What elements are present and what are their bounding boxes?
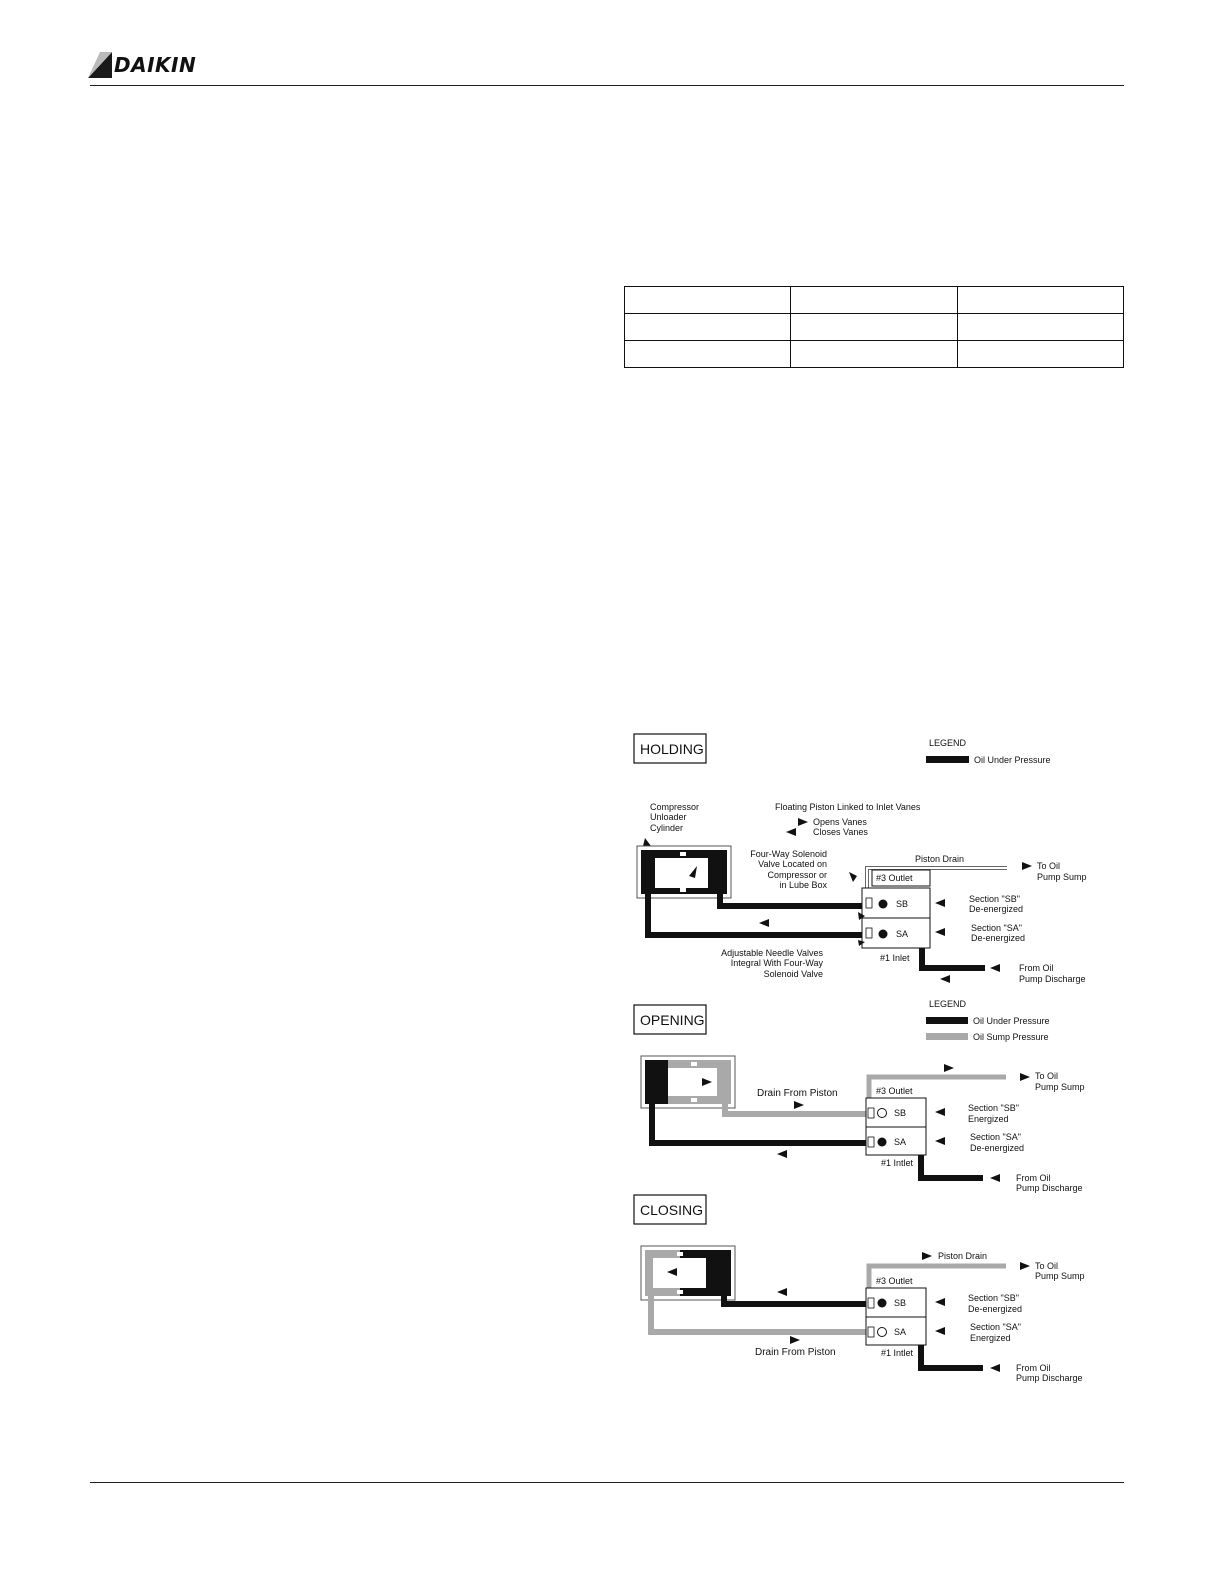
- opening-line-sa: [652, 1104, 870, 1143]
- holding-section-sa-2: De-energized: [971, 933, 1026, 943]
- port-bottom: [677, 1290, 683, 1294]
- brand-name: DAIKIN: [114, 53, 197, 77]
- closing-inlet-label: #1 Intlet: [881, 1348, 914, 1358]
- flow-arrow-icon: [759, 919, 769, 927]
- holding-inlet-label: #1 Inlet: [880, 953, 910, 963]
- opening-to-oil-2: Pump Sump: [1035, 1082, 1085, 1092]
- opening-drain-label: Drain From Piston: [757, 1088, 838, 1099]
- pointer-arrow-icon: [643, 838, 651, 846]
- piston-chamber: [653, 1258, 706, 1288]
- flow-arrow-icon: [777, 1288, 787, 1296]
- holding-to-oil-2: Pump Sump: [1037, 872, 1087, 882]
- port-bottom: [691, 1098, 697, 1102]
- discharge-arrow-icon: [990, 1364, 1000, 1372]
- closing-mode-label: CLOSING: [640, 1202, 704, 1218]
- piston-drain-label: Piston Drain: [915, 854, 965, 864]
- table-row: [625, 314, 1124, 341]
- holding-line-sa: [648, 894, 870, 935]
- holding-from-oil-1: From Oil: [1019, 963, 1054, 973]
- legend-pressure-swatch: [926, 1017, 968, 1024]
- needle-label-3: Solenoid Valve: [763, 969, 823, 979]
- needle-label-1: Adjustable Needle Valves: [721, 948, 823, 958]
- closing-panel: [634, 1195, 1085, 1383]
- closing-from-oil-1: From Oil: [1016, 1363, 1051, 1373]
- sb-valve-icon: [878, 1299, 887, 1308]
- section-arrow-icon: [935, 1298, 945, 1306]
- holding-from-oil-2: Pump Discharge: [1019, 974, 1086, 984]
- opening-section-sa-1: Section "SA": [970, 1132, 1021, 1142]
- table-cell: [791, 287, 957, 314]
- holding-sb-label: SB: [896, 899, 909, 909]
- closing-sa-label: SA: [894, 1327, 907, 1337]
- port-top: [680, 852, 686, 856]
- closing-discharge-line: [921, 1345, 983, 1368]
- footer-divider: [90, 1482, 1124, 1483]
- closing-section-sb-1: Section "SB": [968, 1293, 1019, 1303]
- solenoid-label-3: Compressor or: [767, 870, 827, 880]
- closing-drain-label: Drain From Piston: [755, 1347, 836, 1358]
- table-cell: [957, 314, 1123, 341]
- section-arrow-icon: [935, 1108, 945, 1116]
- solenoid-label-1: Four-Way Solenoid: [750, 849, 827, 859]
- opening-inlet-label: #1 Intlet: [881, 1158, 914, 1168]
- sb-valve-icon: [879, 900, 888, 909]
- legend-pressure-swatch: [926, 756, 969, 763]
- table-cell: [957, 287, 1123, 314]
- opening-from-oil-2: Pump Discharge: [1016, 1183, 1083, 1193]
- spec-table: [624, 286, 1124, 368]
- closing-section-sa-2: Energized: [970, 1333, 1011, 1343]
- holding-section-sb-1: Section "SB": [969, 894, 1020, 904]
- holding-discharge-line: [922, 948, 985, 968]
- holding-section-sb-2: De-energized: [969, 904, 1024, 914]
- port-top: [677, 1252, 683, 1256]
- closes-vanes-label: Closes Vanes: [813, 827, 868, 837]
- opening-panel: [634, 999, 1085, 1193]
- opening-legend-pressure: Oil Under Pressure: [973, 1016, 1050, 1026]
- opening-to-oil-1: To Oil: [1035, 1071, 1059, 1081]
- table-cell: [957, 341, 1123, 368]
- holding-sa-label: SA: [896, 929, 909, 939]
- unloader-diagram: [600, 720, 1120, 1410]
- closing-section-sa-1: Section "SA": [970, 1322, 1021, 1332]
- compressor-label-2: Unloader: [650, 812, 687, 822]
- opening-section-sb-1: Section "SB": [968, 1103, 1019, 1113]
- holding-panel: [634, 734, 1087, 984]
- opening-sa-label: SA: [894, 1137, 907, 1147]
- table-cell: [791, 314, 957, 341]
- sa-valve-icon: [879, 930, 888, 939]
- table-cell: [625, 287, 791, 314]
- closing-outlet-label: #3 Outlet: [876, 1276, 913, 1286]
- sa-valve-icon: [878, 1328, 887, 1337]
- solenoid-label-2: Valve Located on: [758, 859, 827, 869]
- opening-section-sb-2: Energized: [968, 1114, 1009, 1124]
- drain-arrow-icon: [1022, 862, 1032, 870]
- needle-label-2: Integral With Four-Way: [730, 958, 823, 968]
- closing-piston-drain-label: Piston Drain: [938, 1251, 988, 1261]
- discharge-arrow-icon: [990, 964, 1000, 972]
- opens-arrow-icon: [798, 818, 808, 826]
- holding-to-oil-1: To Oil: [1037, 861, 1061, 871]
- opening-legend-title: LEGEND: [929, 999, 967, 1009]
- table-row: [625, 287, 1124, 314]
- port-top: [691, 1062, 697, 1066]
- opening-legend-sump: Oil Sump Pressure: [973, 1032, 1049, 1042]
- solenoid-label-4: in Lube Box: [779, 880, 827, 890]
- opens-vanes-label: Opens Vanes: [813, 817, 867, 827]
- holding-legend-title: LEGEND: [929, 738, 967, 748]
- holding-section-sa-1: Section "SA": [971, 923, 1022, 933]
- drain-arrow-icon: [1020, 1262, 1030, 1270]
- holding-line-sb: [720, 894, 870, 906]
- closing-to-oil-1: To Oil: [1035, 1261, 1059, 1271]
- closing-line-sb: [724, 1296, 870, 1304]
- closing-to-oil-2: Pump Sump: [1035, 1271, 1085, 1281]
- section-arrow-icon: [935, 899, 945, 907]
- flow-arrow-icon: [777, 1150, 787, 1158]
- compressor-label-1: Compressor: [650, 802, 700, 812]
- section-arrow-icon: [935, 928, 945, 936]
- table-cell: [625, 314, 791, 341]
- drain-arrow-icon: [1020, 1073, 1030, 1081]
- closes-arrow-icon: [786, 828, 796, 836]
- table-cell: [791, 341, 957, 368]
- daikin-logo: [88, 52, 220, 82]
- closing-section-sb-2: De-energized: [968, 1304, 1023, 1314]
- holding-mode-label: HOLDING: [640, 741, 704, 757]
- piston-chamber: [655, 858, 708, 888]
- closing-from-oil-2: Pump Discharge: [1016, 1373, 1083, 1383]
- legend-sump-swatch: [926, 1033, 968, 1040]
- sa-valve-icon: [878, 1138, 887, 1147]
- opening-section-sa-2: De-energized: [970, 1143, 1025, 1153]
- daikin-triangle-logo-icon: [88, 52, 112, 78]
- section-arrow-icon: [935, 1137, 945, 1145]
- floating-piston-label: Floating Piston Linked to Inlet Vanes: [775, 802, 921, 812]
- port-bottom: [680, 888, 686, 892]
- flow-arrow-icon: [940, 975, 950, 983]
- flow-arrow-icon: [790, 1336, 800, 1344]
- discharge-arrow-icon: [990, 1174, 1000, 1182]
- holding-outlet-label: #3 Outlet: [876, 873, 913, 883]
- opening-mode-label: OPENING: [640, 1012, 705, 1028]
- table-cell: [625, 341, 791, 368]
- opening-discharge-line: [921, 1155, 983, 1178]
- flow-arrow-icon: [944, 1064, 954, 1072]
- compressor-label-3: Cylinder: [650, 823, 684, 833]
- pointer-arrow-icon: [849, 872, 857, 882]
- flow-arrow-icon: [922, 1252, 932, 1260]
- section-arrow-icon: [935, 1327, 945, 1335]
- header-divider: [90, 85, 1124, 86]
- opening-sb-label: SB: [894, 1108, 907, 1118]
- holding-legend-pressure: Oil Under Pressure: [974, 755, 1051, 765]
- flow-arrow-icon: [794, 1101, 804, 1109]
- opening-outlet-label: #3 Outlet: [876, 1086, 913, 1096]
- sb-valve-icon: [878, 1109, 887, 1118]
- table-row: [625, 341, 1124, 368]
- closing-sb-label: SB: [894, 1298, 907, 1308]
- opening-from-oil-1: From Oil: [1016, 1173, 1051, 1183]
